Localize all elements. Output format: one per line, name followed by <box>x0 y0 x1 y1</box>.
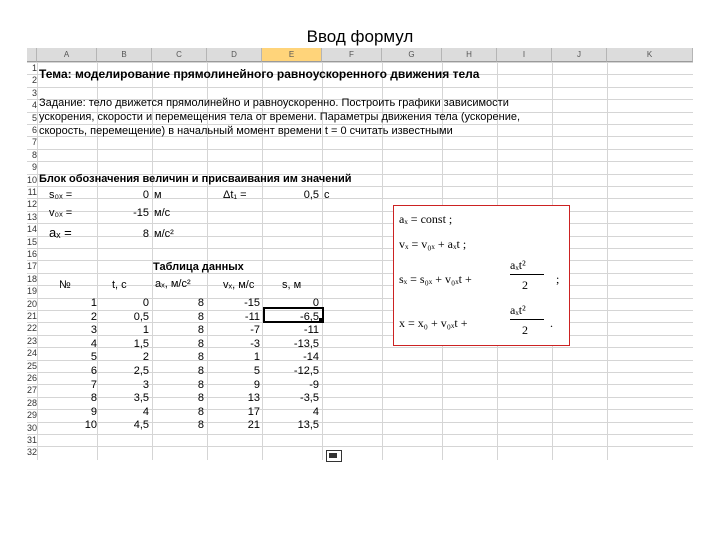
gridline <box>27 434 693 435</box>
table-cell-s[interactable]: -12,5 <box>293 365 319 377</box>
row-header[interactable]: 25 <box>27 360 37 371</box>
table-cell-s[interactable]: 0 <box>312 297 319 309</box>
task-text-line3: скорость, перемещение) в начальный момент времени t = 0 считать известными <box>39 125 453 137</box>
table-cell-s[interactable]: -14 <box>303 351 319 364</box>
gridline <box>27 62 693 63</box>
row-header[interactable]: 4 <box>31 100 37 111</box>
table-cell-t[interactable]: 4,5 <box>133 419 149 432</box>
column-header-e[interactable]: E <box>262 48 322 62</box>
row-header[interactable]: 19 <box>27 286 37 297</box>
table-cell-ax[interactable]: 8 <box>197 419 204 432</box>
row-header[interactable]: 3 <box>31 87 37 98</box>
row-header[interactable]: 13 <box>27 211 37 222</box>
row-header[interactable]: 30 <box>27 422 37 433</box>
row-header[interactable]: 1 <box>31 63 37 73</box>
table-cell-ax[interactable]: 8 <box>197 337 204 350</box>
table-cell-s[interactable]: 4 <box>312 405 319 418</box>
row-header[interactable]: 17 <box>27 261 37 272</box>
row-header[interactable]: 5 <box>31 112 37 123</box>
fill-handle[interactable] <box>319 318 324 323</box>
selected-cell[interactable] <box>265 309 322 321</box>
row-header[interactable]: 18 <box>27 273 37 284</box>
table-cell-s[interactable]: -6,5 <box>300 310 319 323</box>
table-cell-vx[interactable]: 17 <box>247 405 260 418</box>
table-cell-n[interactable]: 3 <box>90 324 97 337</box>
column-header-k[interactable]: K <box>607 48 693 62</box>
column-header-g[interactable]: G <box>382 48 442 62</box>
table-cell-ax[interactable]: 8 <box>197 351 204 364</box>
table-cell-s[interactable]: -11 <box>303 324 319 337</box>
row-header[interactable]: 28 <box>27 397 37 408</box>
param-label-s0x: s₀ₓ = <box>49 189 73 201</box>
row-header[interactable]: 2 <box>31 75 37 86</box>
gridline <box>27 149 693 150</box>
column-header-i[interactable]: I <box>497 48 552 62</box>
row-header[interactable]: 9 <box>31 162 37 173</box>
formula-displacement-end: ; <box>556 272 560 286</box>
table-cell-t[interactable]: 4 <box>142 405 149 418</box>
row-header[interactable]: 29 <box>27 410 37 421</box>
table-cell-vx[interactable]: 5 <box>253 365 260 377</box>
table-cell-n[interactable]: 6 <box>90 365 97 377</box>
column-header-j[interactable]: J <box>552 48 607 62</box>
table-cell-ax[interactable]: 8 <box>197 324 204 337</box>
column-header-d[interactable]: D <box>207 48 262 62</box>
column-header-a[interactable]: A <box>37 48 97 62</box>
param-unit-s0x: м <box>154 189 162 201</box>
column-header-c[interactable]: C <box>152 48 207 62</box>
table-cell-n[interactable]: 7 <box>90 378 97 391</box>
formula-coordinate-numerator: aₓt² <box>510 303 526 317</box>
formula-velocity: vₓ = v₀ₓ + aₓt ; <box>399 237 467 251</box>
table-cell-t[interactable]: 3 <box>142 378 149 391</box>
topic-heading: Тема: моделирование прямолинейного равноускоренного движения тела <box>39 67 480 81</box>
block-title: Блок обозначения величин и присваивания им значений <box>39 173 352 185</box>
select-all-corner[interactable] <box>27 48 37 62</box>
row-header[interactable]: 6 <box>31 125 37 135</box>
param-value-v0x[interactable]: -15 <box>133 207 149 219</box>
table-cell-n[interactable]: 1 <box>90 297 97 309</box>
table-cell-t[interactable]: 2 <box>142 351 149 364</box>
row-header[interactable]: 10 <box>27 174 37 185</box>
table-cell-ax[interactable]: 8 <box>197 310 204 323</box>
table-header-ax: aₓ, м/с² <box>155 278 191 290</box>
row-header[interactable]: 22 <box>27 323 37 334</box>
table-cell-vx[interactable]: 21 <box>247 419 260 432</box>
table-cell-s[interactable]: -13,5 <box>293 337 319 350</box>
table-header-n: № <box>59 279 71 291</box>
row-header[interactable]: 8 <box>31 149 37 160</box>
formula-coordinate-denominator: 2 <box>522 323 528 337</box>
table-cell-ax[interactable]: 8 <box>197 297 204 309</box>
row-header[interactable]: 26 <box>27 373 37 383</box>
table-cell-vx[interactable]: 9 <box>253 378 260 391</box>
row-header[interactable]: 11 <box>27 187 37 197</box>
table-cell-n[interactable]: 2 <box>90 310 97 323</box>
column-header-b[interactable]: B <box>97 48 152 62</box>
param-value-ax[interactable]: 8 <box>142 228 149 240</box>
table-cell-n[interactable]: 9 <box>90 405 97 418</box>
gridline <box>27 260 693 261</box>
table-cell-vx[interactable]: -11 <box>244 310 260 323</box>
table-cell-n[interactable]: 4 <box>90 337 97 350</box>
gridline <box>27 223 693 224</box>
param-label-ax: aₓ = <box>49 225 72 240</box>
table-cell-n[interactable]: 5 <box>90 351 97 364</box>
table-cell-t[interactable]: 2,5 <box>133 365 149 377</box>
table-cell-s[interactable]: 13,5 <box>297 419 319 432</box>
table-cell-ax[interactable]: 8 <box>197 378 204 391</box>
table-cell-t[interactable]: 1,5 <box>133 337 149 350</box>
table-header-t: t, с <box>112 279 127 291</box>
table-cell-ax[interactable]: 8 <box>197 392 204 405</box>
row-header[interactable]: 32 <box>27 447 37 458</box>
row-header[interactable]: 7 <box>31 137 37 148</box>
task-text-line1: Задание: тело движется прямолинейно и равноускоренно. Построить графики зависимости <box>39 97 509 109</box>
table-cell-ax[interactable]: 8 <box>197 365 204 377</box>
gridline <box>27 186 693 187</box>
table-cell-vx[interactable]: -7 <box>250 324 260 337</box>
param-value-s0x[interactable]: 0 <box>142 189 149 201</box>
gridline <box>27 87 693 88</box>
table-cell-s[interactable]: -3,5 <box>300 392 319 405</box>
table-cell-n[interactable]: 8 <box>90 392 97 405</box>
table-header-vx: vₓ, м/с <box>223 279 255 291</box>
clipboard-icon <box>329 453 337 458</box>
spreadsheet[interactable] <box>27 48 693 460</box>
task-text-line2: ускорения, скорости и перемещения тела от времени. Параметры движения тела (ускорение, <box>39 111 521 123</box>
row-header[interactable]: 20 <box>27 298 37 309</box>
param-unit-ax: м/с² <box>154 228 174 240</box>
table-cell-t[interactable]: 0 <box>142 297 149 309</box>
formula-coordinate: x = x₀ + v₀ₓt + <box>399 316 468 330</box>
fraction-bar <box>510 319 544 320</box>
row-header[interactable]: 24 <box>27 348 37 359</box>
column-header-f[interactable]: F <box>322 48 382 62</box>
table-cell-s[interactable]: -9 <box>309 378 319 391</box>
gridline <box>27 446 693 447</box>
table-cell-t[interactable]: 0,5 <box>133 310 149 323</box>
dt-label: Δt₁ = <box>223 189 247 201</box>
row-header[interactable]: 14 <box>27 224 37 235</box>
table-cell-vx[interactable]: 1 <box>253 351 260 364</box>
table-cell-vx[interactable]: -15 <box>244 297 260 309</box>
row-header[interactable]: 31 <box>27 435 37 445</box>
param-unit-v0x: м/с <box>154 207 171 219</box>
row-header[interactable]: 12 <box>27 199 37 210</box>
gridline <box>27 161 693 162</box>
row-header[interactable]: 15 <box>27 236 37 247</box>
formula-coordinate-end: . <box>550 316 553 330</box>
formula-acceleration: aₓ = const ; <box>399 212 453 226</box>
formula-displacement-denominator: 2 <box>522 278 528 292</box>
table-cell-t[interactable]: 3,5 <box>133 392 149 405</box>
table-cell-n[interactable]: 10 <box>84 419 97 432</box>
slide-title: Ввод формул <box>306 27 414 46</box>
row-header[interactable]: 21 <box>27 311 37 321</box>
formula-displacement-numerator: aₓt² <box>510 258 526 272</box>
param-label-v0x: v₀ₓ = <box>49 207 73 219</box>
gridline <box>27 273 693 274</box>
formula-displacement: sₓ = s₀ₓ + v₀ₓt + <box>399 272 472 286</box>
column-header-h[interactable]: H <box>442 48 497 62</box>
row-header[interactable]: 27 <box>27 385 37 396</box>
table-cell-t[interactable]: 1 <box>142 324 149 337</box>
table-cell-vx[interactable]: -3 <box>250 337 260 350</box>
fraction-bar <box>510 274 544 275</box>
table-cell-vx[interactable]: 13 <box>247 392 260 405</box>
table-title: Таблица данных <box>153 261 244 273</box>
table-cell-ax[interactable]: 8 <box>197 405 204 418</box>
equation-object[interactable] <box>393 205 570 346</box>
row-header[interactable]: 16 <box>27 249 37 259</box>
gridline <box>27 248 693 249</box>
dt-unit: с <box>324 189 330 201</box>
row-header[interactable]: 23 <box>27 335 37 346</box>
dt-value[interactable]: 0,5 <box>303 189 319 201</box>
paste-options-button[interactable] <box>326 450 342 462</box>
table-header-s: s, м <box>282 279 302 291</box>
